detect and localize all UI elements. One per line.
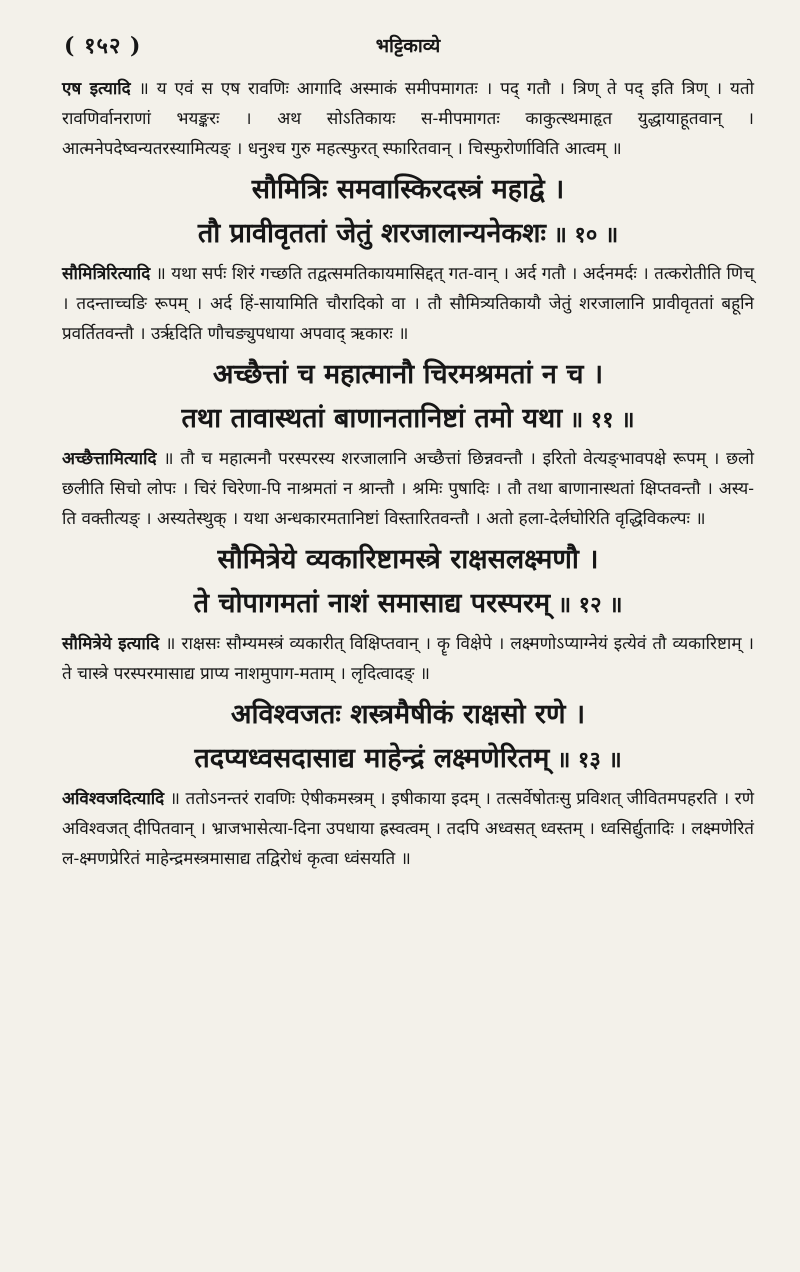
commentary-paragraph xyxy=(62,629,754,689)
verse-10 xyxy=(62,168,754,257)
commentary-lead: अच्छैत्तामित्यादि xyxy=(62,449,157,469)
commentary-paragraph xyxy=(62,74,754,164)
verse-line-text: तौ प्रावीवृततां जेतुं शरजालान्यनेकशः xyxy=(197,218,546,249)
commentary-text: ॥ राक्षसः सौम्यमस्त्रं व्यकारीत् विक्षिप्तवान् । कॄ विक्षेपे । लक्ष्मणोऽप्याग्नेयं इत्येवं तौ व्यकारिष्टाम् । ते चास्त्रे परस्परमासाद्य प्राप्य नाशमुपाग-मताम् । लृदित्वादङ् ॥ xyxy=(62,634,754,684)
verse-number: ॥ १० ॥ xyxy=(545,222,619,248)
commentary-text: ॥ य एवं स एष रावणिः आगादि अस्माकं समीपमागतः । पद् गतौ । त्रिण् ते पद् इति त्रिण् । यतो रावणिर्वानराणां भयङ्करः । अथ सोऽतिकायः स-मीपमागतः काकुत्स्थमाहृत युद्धायाहूतवान् । आत्मनेपदेष्वन्यतरस्यामित्यङ् । धनुश्च गुरु महत्स्फुरत् स्फारितवान् । चिस्फुरोर्णाविति आत्वम् ॥ xyxy=(62,79,754,159)
verse-line xyxy=(62,397,754,442)
verse-line-text: ते चोपागमतां नाशं समासाद्य परस्परम् xyxy=(193,588,551,619)
page-body xyxy=(62,74,754,874)
commentary-text: ॥ ततोऽनन्तरं रावणिः ऐषीकमस्त्रम् । इषीकाया इदम् । तत्सर्वेषोतःसु प्रविशत् जीवितमपहरति । रणे अविश्वजत् दीपितवान् । भ्राजभासेत्या-दिना उपधाया ह्रस्वत्वम् । तदपि अध्वसत् ध्वस्तम् । ध्वसिर्द्युतादिः । लक्ष्मणेरितं ल-क्ष्मणप्रेरितं माहेन्द्रमस्त्रमासाद्य तद्विरोधं कृत्वा ध्वंसयति ॥ xyxy=(62,789,754,869)
page-number: ( १५२ ) xyxy=(64,33,142,59)
commentary-lead: अविश्वजदित्यादि xyxy=(62,789,165,809)
verse-12 xyxy=(62,538,754,627)
verse-13 xyxy=(62,693,754,782)
commentary-lead: सौमित्रेये इत्यादि xyxy=(62,634,160,654)
verse-number: ॥ ११ ॥ xyxy=(562,407,635,433)
commentary-paragraph xyxy=(62,784,754,874)
verse-11 xyxy=(62,353,754,442)
verse-line xyxy=(62,582,754,627)
page-header xyxy=(62,22,754,74)
verse-line: सौमित्रिः समवास्किरदस्त्रं महाद्वे । xyxy=(251,174,565,205)
verse-line xyxy=(62,212,754,257)
verse-line xyxy=(62,737,754,782)
verse-line: अच्छैत्तां च महात्मानौ चिरमश्रमतां न च । xyxy=(212,359,604,390)
commentary-paragraph xyxy=(62,259,754,349)
verse-line-text: तदप्यध्वसदासाद्य माहेन्द्रं लक्ष्मणेरितम् xyxy=(194,743,550,774)
commentary-text: ॥ तौ च महात्मनौ परस्परस्य शरजालानि अच्छैत्तां छिन्नवन्तौ । इरितो वेत्यङ्भावपक्षे रूपम् । छलो छलीति सिचो लोपः । चिरं चिरेणा-पि नाश्रमतां न श्रान्तौ । श्रमिः पुषादिः । तौ तथा बाणानास्थतां क्षिप्तवन्तौ । अस्य-ति वक्तीत्यङ् । अस्यतेस्थुक् । यथा अन्धकारमतानिष्टां विस्तारितवन्तौ । अतो हला-देर्लघोरिति वृद्धिविकल्पः ॥ xyxy=(62,449,754,529)
commentary-text: ॥ यथा सर्पः शिरं गच्छति तद्वत्समतिकायमासिद्दत् गत-वान् । अर्द गतौ । अर्दनमर्दः । तत्करोतीति णिच् । तदन्ताच्चङि रूपम् । अर्द हिं-सायामिति चौरादिको वा । तौ सौमित्र्यतिकायौ जेतुं शरजालानि प्रावीवृततां बहूनि प्रवर्तितवन्तौ । उर्ऋदिति णौचङ्युपधाया अपवाद् ऋकारः ॥ xyxy=(62,264,754,344)
commentary-lead: सौमित्रिरित्यादि xyxy=(62,264,151,284)
commentary-paragraph xyxy=(62,444,754,534)
verse-line-text: तथा तावास्थतां बाणानतानिष्टां तमो यथा xyxy=(181,403,563,434)
commentary-lead: एष इत्यादि xyxy=(62,79,131,99)
verse-number: ॥ १२ ॥ xyxy=(550,592,623,618)
running-title: भट्टिकाव्ये xyxy=(375,35,441,57)
verse-number: ॥ १३ ॥ xyxy=(549,747,622,773)
verse-line: अविश्वजतः शस्त्रमैषीकं राक्षसो रणे । xyxy=(230,699,586,730)
verse-line: सौमित्रेये व्यकारिष्टामस्त्रे राक्षसलक्ष्मणौ । xyxy=(217,544,599,575)
